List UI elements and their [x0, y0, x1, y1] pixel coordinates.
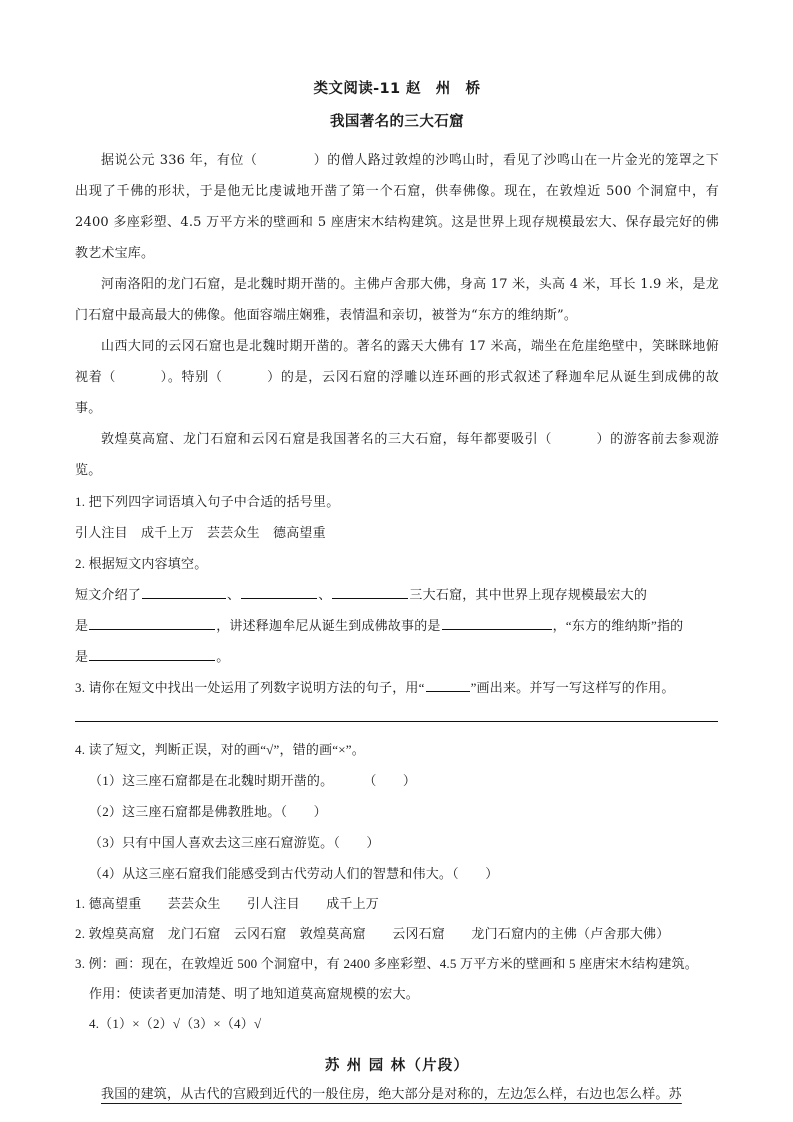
question-4-item-3: [75, 827, 719, 858]
q2-blank-4[interactable]: [89, 616, 215, 630]
q2-separator-1: 、: [227, 586, 241, 602]
article-paragraph-3: [75, 331, 719, 424]
paragraph-3-segment-1: 山西大同的云冈石窟也是北魏时期开凿的。著名的露天大佛有 17 米高，端坐在危崖绝壁中，笑眯眯地俯视着（: [75, 338, 719, 385]
q2-blank-3[interactable]: [332, 585, 408, 599]
q2-blank-6[interactable]: [89, 647, 215, 661]
q2-blank-5[interactable]: [442, 616, 552, 630]
q2-blank-2[interactable]: [241, 585, 317, 599]
paragraph-4-segment-1: 敦煌莫高窟、龙门石窟和云冈石窟是我国著名的三大石窟，每年都要吸引（: [101, 431, 552, 447]
question-2-fill-line-3: [75, 641, 719, 672]
q2-line3-tail: 。: [216, 648, 230, 664]
q4-item-2-text: （2）这三座石窟都是佛教胜地。: [89, 803, 281, 819]
question-2-prompt: [75, 548, 719, 579]
question-1-prompt-text: 1. 把下列四字词语填入句子中合适的括号里。: [75, 493, 340, 509]
answer-key-3-effect: [75, 979, 719, 1009]
answer-key-3-example-text: 3. 例：画：现在，在敦煌近 500 个洞窟中，有 2400 多座彩塑、4.5 万平方米的壁画和 5 座唐宋木结构建筑。: [75, 955, 699, 971]
question-2-fill-line-1: [75, 579, 719, 610]
question-1-word-bank-text: 引人注目 成千上万 芸芸众生 德高望重: [75, 524, 326, 540]
question-4-prompt: [75, 734, 719, 765]
answer-key-2: [75, 919, 719, 949]
question-4-prompt-text: 4. 读了短文，判断正误，对的画“√”，错的画“×”。: [75, 741, 365, 757]
q2-separator-2: 、: [318, 586, 332, 602]
q4-item-2-answer-bracket[interactable]: （ ）: [280, 803, 327, 819]
answer-key-4-text: 4.（1）×（2）√（3）×（4）√: [89, 1015, 262, 1031]
question-1-prompt: [75, 486, 719, 517]
q4-item-1-answer-bracket[interactable]: （ ）: [363, 772, 417, 788]
q2-line2-tail: ，“东方的维纳斯”指的: [552, 617, 684, 633]
q3-prompt-part-b: ”画出来。并写一写这样写的作用。: [470, 679, 675, 695]
paragraph-2-text: 河南洛阳的龙门石窟，是北魏时期开凿的。主佛卢舍那大佛，身高 17 米，头高 4 米，耳长 1.9 米，是龙门石窟中最高最大的佛像。他面容端庄娴雅，表情温和亲切，被誉为“东方的维纳斯”。: [75, 276, 719, 323]
paragraph-1-text-after-blank: ）的僧人路过敦煌的沙鸣山时，看见了沙鸣山在一片金光的笼罩之下出现了千佛的形状，于是他无比虔诚地开凿了第一个石窟，供奉佛像。现在，在敦煌近 500 个洞窟中，有 2400 多座彩塑、4.5 万平方米的壁画和 5 座唐宋木结构建筑。这是世界上现存规模最宏大、保存最完好的佛教艺术宝库。: [75, 152, 719, 261]
article-title: 我国著名的三大石窟: [329, 113, 465, 130]
q2-blank-1[interactable]: [142, 585, 226, 599]
page-content: [75, 0, 719, 1110]
question-4-item-1: [75, 765, 719, 796]
question-2-prompt-text: 2. 根据短文内容填空。: [75, 555, 208, 571]
question-3-answer-rule[interactable]: [75, 721, 718, 722]
q2-line1-lead: 短文介绍了: [75, 586, 142, 602]
question-1-word-bank: [75, 517, 719, 548]
next-section-title: 苏 州 园 林（片段）: [324, 1057, 470, 1074]
q2-line1-tail: 三大石窟，其中世界上现存规模最宏大的: [409, 586, 648, 602]
paragraph-3-segment-2: ）。特别（: [160, 369, 223, 385]
answer-key-2-text: 2. 敦煌莫高窟 龙门石窟 云冈石窟 敦煌莫高窟 云冈石窟 龙门石窟内的主佛（卢舍那大佛）: [75, 925, 670, 941]
q2-line3-lead: 是: [75, 648, 89, 664]
q4-item-4-answer-bracket[interactable]: （ ）: [452, 865, 499, 881]
next-section-excerpt-text: 我国的建筑，从古代的宫殿到近代的一般住房，绝大部分是对称的，左边怎么样，右边也怎么样。苏: [101, 1086, 682, 1102]
q4-item-3-answer-bracket[interactable]: （ ）: [333, 834, 380, 850]
q2-line2-lead: 是: [75, 617, 89, 633]
question-4-item-4: [75, 858, 719, 889]
answer-key-3-effect-text: 作用：使读者更加清楚、明了地知道莫高窟规模的宏大。: [89, 985, 420, 1001]
article-paragraph-2: [75, 269, 719, 331]
q4-item-3-text: （3）只有中国人喜欢去这三座石窟游览。: [89, 834, 334, 850]
paragraph-4-segment-2: ）的游客前去参观游览。: [75, 431, 719, 478]
q3-mark-blank[interactable]: [426, 678, 470, 692]
question-2-fill-line-2: [75, 610, 719, 641]
q3-prompt-part-a: 3. 请你在短文中找出一处运用了列数字说明方法的句子，用“: [75, 679, 425, 695]
page-title: 类文阅读-11 赵 州 桥: [313, 81, 481, 97]
next-section-excerpt: [75, 1079, 719, 1110]
article-paragraph-4: [75, 424, 719, 486]
answer-key-4: [75, 1009, 719, 1039]
question-3-prompt: [75, 672, 719, 703]
paragraph-3-segment-3: ）的是，云冈石窟的浮雕以连环画的形式叙述了释迦牟尼从诞生到成佛的故事。: [75, 369, 719, 416]
q4-item-4-text: （4）从这三座石窟我们能感受到古代劳动人们的智慧和伟大。: [89, 865, 453, 881]
answer-key-1-text: 1. 德高望重 芸芸众生 引人注目 成千上万: [75, 895, 380, 911]
q4-item-1-text: （1）这三座石窟都是在北魏时期开凿的。: [89, 772, 334, 788]
question-4-item-2: [75, 796, 719, 827]
paragraph-1-text-before-blank: 据说公元 336 年，有位（: [101, 152, 258, 168]
answer-key-3-example: [75, 949, 719, 979]
answer-key-1: [75, 889, 719, 919]
q2-line2-mid: ，讲述释迦牟尼从诞生到成佛故事的是: [216, 617, 441, 633]
article-paragraph-1: [75, 145, 719, 269]
